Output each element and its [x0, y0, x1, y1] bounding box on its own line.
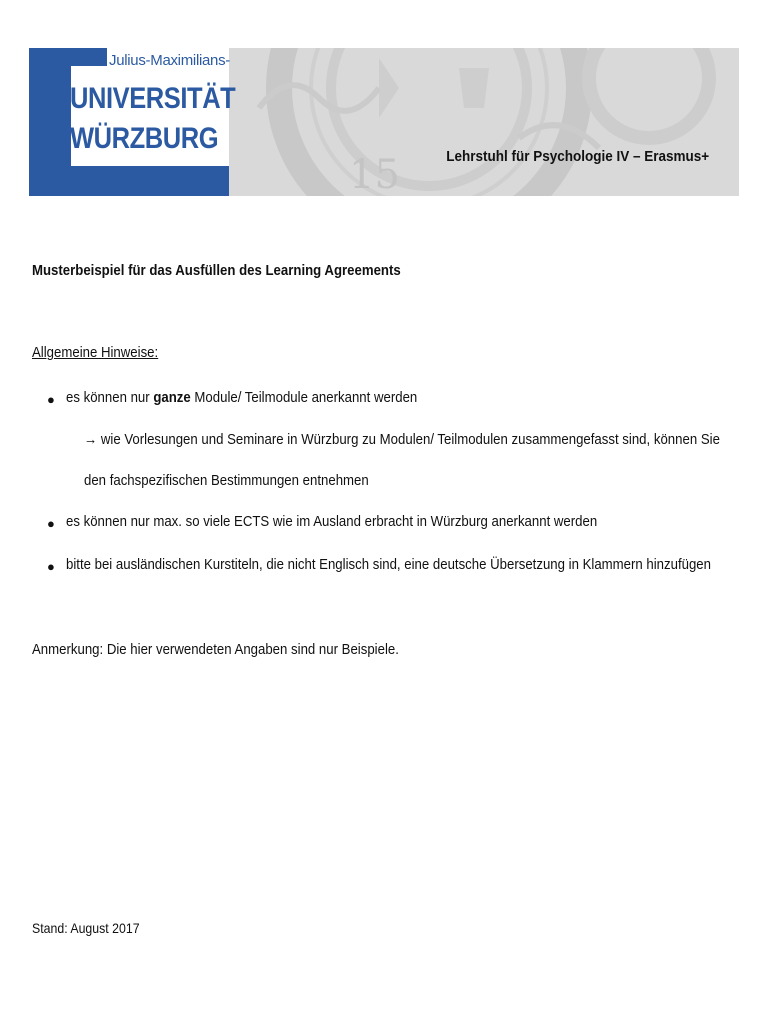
seal-year-text: 15 [349, 152, 400, 196]
bullet-dot-icon: ● [47, 392, 55, 407]
department-subtitle: Lehrstuhl für Psychologie IV – Erasmus+ [446, 148, 709, 165]
list-item-emphasis: ganze [153, 389, 191, 406]
list-item: bitte bei ausländischen Kurstiteln, die nicht Englisch sind, eine deutsche Übersetzung in Klammern hinzufügen [66, 556, 711, 573]
footer-date: Stand: August 2017 [32, 920, 140, 936]
logo-bar-top [29, 48, 107, 66]
logo-bar-bottom [29, 166, 229, 196]
logo-text-line3: WÜRZBURG [70, 122, 219, 155]
section-heading: Allgemeine Hinweise: [32, 344, 159, 361]
document-title: Musterbeispiel für das Ausfüllen des Learning Agreements [32, 262, 401, 279]
logo-text-line1: Julius-Maximilians- [109, 52, 230, 69]
list-item: es können nur max. so viele ECTS wie im Ausland erbracht in Würzburg anerkannt werden [66, 513, 598, 530]
university-seal-watermark [229, 48, 739, 196]
list-item-subline: den fachspezifischen Bestimmungen entnehmen [84, 472, 369, 489]
list-item-subline: → wie Vorlesungen und Seminare in Würzburg zu Modulen/ Teilmodulen zusammengefasst sind, können Sie [84, 431, 720, 448]
bullet-dot-icon: ● [47, 559, 55, 574]
list-item [66, 389, 417, 406]
remark-text: Anmerkung: Die hier verwendeten Angaben sind nur Beispiele. [32, 641, 399, 658]
list-item-suffix: Module/ Teilmodule anerkannt werden [190, 389, 418, 406]
header-banner [29, 48, 739, 196]
university-logo [29, 48, 236, 196]
bullet-dot-icon: ● [47, 516, 55, 531]
logo-text-line2: UNIVERSITÄT [70, 82, 236, 115]
list-item-prefix: es können nur [66, 389, 154, 406]
